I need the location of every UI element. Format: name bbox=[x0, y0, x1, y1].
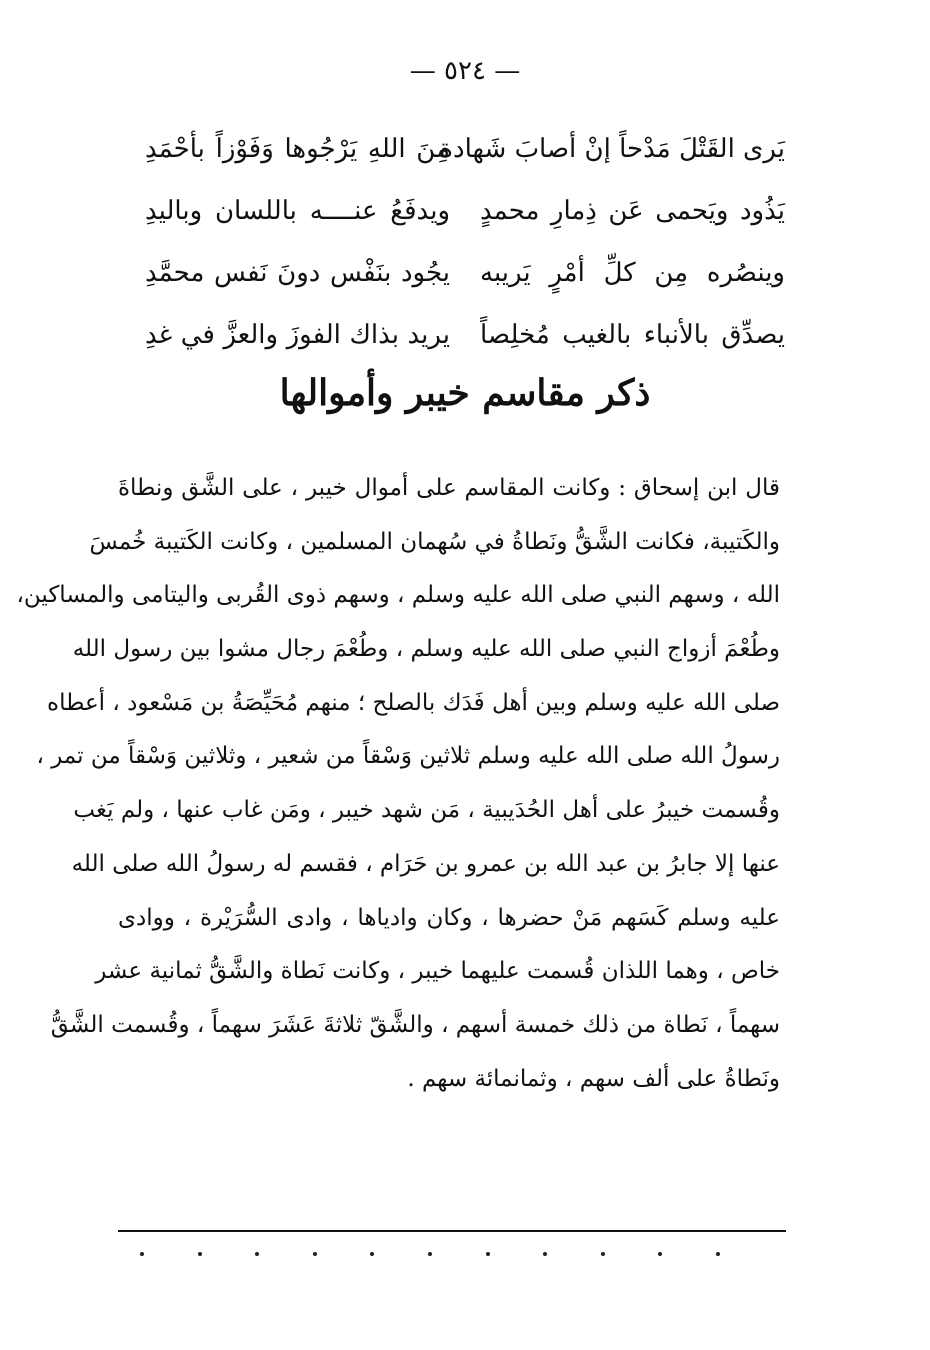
body-line: ونَطاةُ على ألف سهم ، وثمانمائة سهم . bbox=[407, 1065, 780, 1092]
body-line: قال ابن إسحاق : وكانت المقاسم على أموال خيبر ، على الشَّق ونطاةَ bbox=[118, 475, 780, 501]
poem-hemistich-right: وينصُره مِن كلِّ أمْرٍ يَريبه bbox=[480, 258, 785, 288]
poem-hemistich-right: يَرى القَتْلَ مَدْحاً إنْ أصابَ شَهادة bbox=[439, 134, 785, 164]
body-line: عنها إلا جابرُ بن عبد الله بن عمرو بن حَرَام ، فقسم له رسولُ الله صلى الله bbox=[71, 850, 780, 877]
body-line: رسولُ الله صلى الله عليه وسلم ثلاثين وَسْقاً من شعير ، وثلاثين وَسْقاً من تمر ، bbox=[36, 743, 780, 770]
dot bbox=[428, 1252, 432, 1256]
poem-line bbox=[145, 304, 785, 366]
body-line: وطُعْمَ أزواج النبي صلى الله عليه وسلم ، وطُعْمَ رجال مشوا بين رسول الله bbox=[72, 636, 780, 663]
poem-hemistich-right: يصدِّق بالأنباء بالغيب مُخلِصاً bbox=[480, 320, 785, 350]
poem-hemistich-right: يَذُود ويَحمى عَن ذِمارِ محمدٍ bbox=[480, 196, 785, 226]
dot bbox=[255, 1252, 259, 1256]
dot bbox=[486, 1252, 490, 1256]
footer-rule bbox=[118, 1230, 786, 1232]
body-line: صلى الله عليه وسلم وبين أهل فَدَك بالصلح ؛ منهم مُحَيِّصَةُ بن مَسْعود ، أعطاه bbox=[47, 689, 780, 716]
poem-hemistich-left: مِنَ اللهِ يَرْجُوها وَفَوْزاً بأحْمَدِ bbox=[145, 134, 450, 164]
body-line: والكَتيبة، فكانت الشَّقُّ ونَطاةُ في سُهمان المسلمين ، وكانت الكَتيبة خُمسَ bbox=[89, 528, 780, 555]
poem-hemistich-left: ويدفَعُ عنــــه باللسان وباليدِ bbox=[145, 196, 450, 226]
section-heading: ذكر مقاسم خيبر وأموالها bbox=[279, 372, 651, 414]
page-number: — ٥٢٤ — bbox=[409, 56, 521, 86]
body-line: خاص ، وهما اللذان قُسمت عليهما خيبر ، وكانت نَطاة والشَّقُّ ثمانية عشر bbox=[95, 958, 780, 985]
poem-line bbox=[145, 180, 785, 242]
dot bbox=[140, 1252, 144, 1256]
dot bbox=[543, 1252, 547, 1256]
dot bbox=[601, 1252, 605, 1256]
body-line: الله ، وسهم النبي صلى الله عليه وسلم ، وسهم ذوى القُربى واليتامى والمساكين، bbox=[16, 582, 780, 609]
body-line: سهماً ، نَطاة من ذلك خمسة أسهم ، والشَّقّ ثلاثةَ عَشَرَ سهماً ، وقُسمت الشَّقُّ bbox=[50, 1011, 780, 1038]
poem bbox=[145, 118, 785, 366]
footer-dots bbox=[140, 1252, 720, 1256]
poem-line bbox=[145, 118, 785, 180]
dot bbox=[313, 1252, 317, 1256]
body-line: وقُسمت خيبرُ على أهل الحُدَيبية ، مَن شهد خيبر ، ومَن غاب عنها ، ولم يَغب bbox=[73, 797, 780, 824]
dot bbox=[658, 1252, 662, 1256]
body-line: عليه وسلم كَسَهم مَنْ حضرها ، وكان وادياها ، وادى السُّرَيْرة ، ووادى bbox=[118, 904, 780, 931]
dot bbox=[716, 1252, 720, 1256]
body-text bbox=[16, 462, 780, 1106]
poem-line bbox=[145, 242, 785, 304]
dot bbox=[370, 1252, 374, 1256]
poem-hemistich-left: يريد بذاك الفوزَ والعزَّ في غدِ bbox=[145, 320, 450, 350]
poem-hemistich-left: يجُود بنَفْس دونَ نَفس محمَّدِ bbox=[145, 258, 450, 288]
dot bbox=[198, 1252, 202, 1256]
